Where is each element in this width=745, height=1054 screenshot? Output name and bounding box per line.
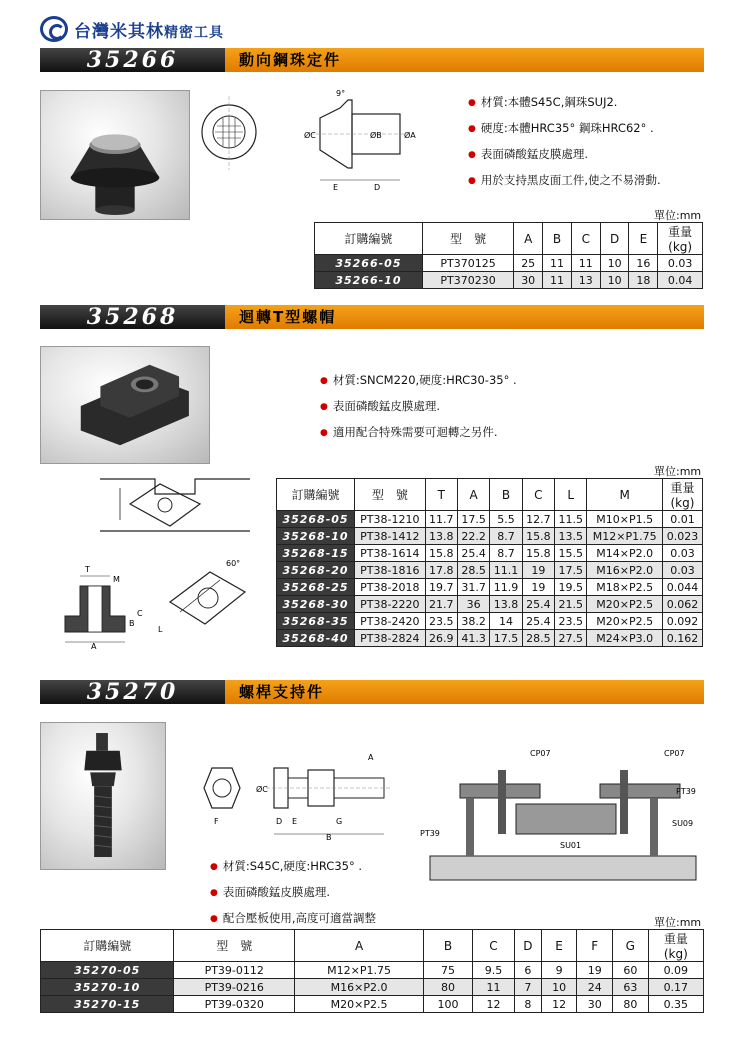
brand-header bbox=[40, 14, 224, 44]
spec-item: ● 材質:SNCM220,硬度:HRC30-35° . bbox=[320, 372, 517, 388]
dim-a-label: ØA bbox=[404, 131, 416, 140]
table-cell: 30 bbox=[514, 272, 543, 289]
table-row bbox=[277, 562, 703, 579]
table-row bbox=[315, 255, 703, 272]
table-cell: 15.8 bbox=[522, 545, 554, 562]
table-cell: 11.1 bbox=[490, 562, 522, 579]
label-cp07-right: CP07 bbox=[664, 749, 685, 758]
table-cell: 80 bbox=[613, 996, 649, 1013]
column-header: 重量 (kg) bbox=[662, 479, 702, 511]
screw-jack-photo-icon bbox=[41, 723, 165, 869]
spec-item: ● 硬度:本體HRC35° 鋼珠HRC62° . bbox=[468, 120, 661, 136]
order-number-cell: 35268-25 bbox=[277, 579, 355, 596]
table-header-row bbox=[41, 930, 704, 962]
dim-b-label: B bbox=[326, 833, 332, 840]
dim-e-label: E bbox=[333, 183, 339, 192]
dim-a-label: A bbox=[368, 753, 374, 762]
spec-list-35266 bbox=[468, 94, 661, 198]
table-cell: 15.8 bbox=[425, 545, 457, 562]
dim-g-label: G bbox=[336, 817, 343, 826]
table-cell: M20×P2.5 bbox=[587, 613, 663, 630]
table-cell: 12 bbox=[472, 996, 514, 1013]
column-header: T bbox=[425, 479, 457, 511]
dim-c-label: C bbox=[137, 609, 143, 618]
brand-suffix: 精密工具 bbox=[164, 24, 224, 41]
table-body bbox=[315, 255, 703, 289]
order-number-cell: 35268-10 bbox=[277, 528, 355, 545]
table-cell: 10 bbox=[600, 255, 629, 272]
dim-d-label: D bbox=[276, 817, 283, 826]
table-row bbox=[277, 511, 703, 528]
table-cell: 80 bbox=[424, 979, 473, 996]
dim-l-label: L bbox=[158, 625, 163, 634]
table-cell: 38.2 bbox=[457, 613, 489, 630]
order-number-cell: 35268-05 bbox=[277, 511, 355, 528]
table-cell: 36 bbox=[457, 596, 489, 613]
table-cell: 11 bbox=[543, 255, 572, 272]
dim-b-label: B bbox=[129, 619, 135, 628]
table-cell: 17.5 bbox=[555, 562, 587, 579]
table-cell: PT370125 bbox=[422, 255, 513, 272]
table-cell: 23.5 bbox=[425, 613, 457, 630]
dim-b-label: ØB bbox=[370, 131, 382, 140]
slot-view-35268 bbox=[95, 474, 255, 536]
table-cell: PT370230 bbox=[422, 272, 513, 289]
order-number-cell: 35270-05 bbox=[41, 962, 174, 979]
column-header: A bbox=[457, 479, 489, 511]
angle-label: 9° bbox=[336, 89, 346, 98]
table-cell: 25.4 bbox=[522, 596, 554, 613]
table-cell: 17.5 bbox=[490, 630, 522, 647]
table-cell: 11.5 bbox=[555, 511, 587, 528]
spec-item: ● 用於支持黑皮面工件,使之不易滑動. bbox=[468, 172, 661, 188]
spec-table-35270 bbox=[40, 929, 704, 1013]
table-cell: 14 bbox=[490, 613, 522, 630]
column-header: 型 號 bbox=[422, 223, 513, 255]
table-cell: 10 bbox=[600, 272, 629, 289]
column-header: G bbox=[613, 930, 649, 962]
table-cell: 21.7 bbox=[425, 596, 457, 613]
label-cp07-left: CP07 bbox=[530, 749, 551, 758]
column-header: C bbox=[571, 223, 600, 255]
table-cell: 8 bbox=[515, 996, 542, 1013]
column-header: D bbox=[515, 930, 542, 962]
section-code: 35270 bbox=[40, 680, 225, 704]
column-header: C bbox=[472, 930, 514, 962]
table-cell: 0.03 bbox=[662, 562, 702, 579]
table-cell: 17.8 bbox=[425, 562, 457, 579]
column-header: C bbox=[522, 479, 554, 511]
table-cell: PT38-2018 bbox=[355, 579, 426, 596]
section-bar-35268 bbox=[40, 305, 704, 329]
column-header: B bbox=[424, 930, 473, 962]
table-cell: M16×P2.0 bbox=[587, 562, 663, 579]
assembly-drawing-35270 bbox=[420, 744, 706, 884]
table-row bbox=[277, 596, 703, 613]
table-cell: 9 bbox=[541, 962, 577, 979]
table-row bbox=[41, 962, 704, 979]
table-cell: 26.9 bbox=[425, 630, 457, 647]
spec-table-35268 bbox=[276, 478, 703, 647]
table-cell: PT39-0216 bbox=[174, 979, 295, 996]
table-cell: M24×P3.0 bbox=[587, 630, 663, 647]
table-cell: 0.09 bbox=[648, 962, 703, 979]
order-number-cell: 35268-20 bbox=[277, 562, 355, 579]
table-cell: 60 bbox=[613, 962, 649, 979]
label-pt39-left: PT39 bbox=[420, 829, 440, 838]
table-cell: 24 bbox=[577, 979, 613, 996]
table-cell: 0.062 bbox=[662, 596, 702, 613]
column-header: 重量 (kg) bbox=[658, 223, 703, 255]
table-cell: 0.04 bbox=[658, 272, 703, 289]
table-cell: 63 bbox=[613, 979, 649, 996]
t-nut-photo-icon bbox=[41, 347, 209, 463]
table-cell: 100 bbox=[424, 996, 473, 1013]
table-row bbox=[41, 979, 704, 996]
table-cell: 0.03 bbox=[658, 255, 703, 272]
table-cell: 6 bbox=[515, 962, 542, 979]
table-cell: 27.5 bbox=[555, 630, 587, 647]
dim-t-label: T bbox=[85, 565, 90, 574]
section-title: 迴轉T型螺帽 bbox=[225, 305, 704, 329]
brand-logo-icon bbox=[40, 16, 68, 42]
table-cell: 13.8 bbox=[425, 528, 457, 545]
table-cell: M14×P2.0 bbox=[587, 545, 663, 562]
table-cell: 0.35 bbox=[648, 996, 703, 1013]
table-cell: 16 bbox=[629, 255, 658, 272]
table-cell: 13.8 bbox=[490, 596, 522, 613]
table-cell: 12 bbox=[541, 996, 577, 1013]
product-photo-35268 bbox=[40, 346, 210, 464]
unit-label: 單位:mm bbox=[654, 209, 702, 222]
table-cell: 25.4 bbox=[522, 613, 554, 630]
table-cell: 28.5 bbox=[457, 562, 489, 579]
order-number-cell: 35266-05 bbox=[315, 255, 423, 272]
table-cell: 13 bbox=[571, 272, 600, 289]
dim-c-label: ØC bbox=[256, 785, 268, 794]
unit-label: 單位:mm bbox=[654, 465, 702, 478]
dim-d-label: D bbox=[374, 183, 381, 192]
table-cell: PT39-0320 bbox=[174, 996, 295, 1013]
table-cell: 0.023 bbox=[662, 528, 702, 545]
table-cell: 19 bbox=[577, 962, 613, 979]
table-cell: 11 bbox=[472, 979, 514, 996]
spec-item: ● 表面磷酸錳皮膜處理. bbox=[210, 884, 376, 900]
table-cell: 8.7 bbox=[490, 528, 522, 545]
ball-pad-photo-icon bbox=[41, 91, 189, 219]
table-cell: 19.5 bbox=[555, 579, 587, 596]
table-cell: M20×P2.5 bbox=[587, 596, 663, 613]
dim-f-label: F bbox=[214, 817, 219, 826]
section-title: 螺桿支持件 bbox=[225, 680, 704, 704]
unit-label: 單位:mm bbox=[654, 916, 702, 929]
label-su09: SU09 bbox=[672, 819, 694, 828]
dim-m-label: M bbox=[113, 575, 120, 584]
spec-item: ● 材質:S45C,硬度:HRC35° . bbox=[210, 858, 376, 874]
table-cell: 25.4 bbox=[457, 545, 489, 562]
section-code: 35268 bbox=[40, 305, 225, 329]
table-cell: 5.5 bbox=[490, 511, 522, 528]
table-cell: 13.5 bbox=[555, 528, 587, 545]
table-cell: 15.5 bbox=[555, 545, 587, 562]
column-header: 訂購編號 bbox=[315, 223, 423, 255]
table-cell: M20×P2.5 bbox=[295, 996, 424, 1013]
table-cell: 19 bbox=[522, 579, 554, 596]
table-cell: 10 bbox=[541, 979, 577, 996]
spec-item: ● 材質:本體S45C,鋼珠SUJ2. bbox=[468, 94, 661, 110]
section-code: 35266 bbox=[40, 48, 225, 72]
product-photo-35266 bbox=[40, 90, 190, 220]
table-cell: 8.7 bbox=[490, 545, 522, 562]
section-bar-35266 bbox=[40, 48, 704, 72]
table-cell: 17.5 bbox=[457, 511, 489, 528]
table-cell: M12×P1.75 bbox=[295, 962, 424, 979]
table-cell: 19.7 bbox=[425, 579, 457, 596]
table-row bbox=[277, 630, 703, 647]
column-header: E bbox=[541, 930, 577, 962]
top-view-35268 bbox=[150, 552, 260, 650]
table-row bbox=[277, 545, 703, 562]
table-cell: 11.7 bbox=[425, 511, 457, 528]
table-cell: PT38-1816 bbox=[355, 562, 426, 579]
dim-e-label: E bbox=[292, 817, 298, 826]
product-photo-35270 bbox=[40, 722, 166, 870]
angle-label: 60° bbox=[226, 559, 241, 568]
table-cell: PT38-1210 bbox=[355, 511, 426, 528]
table-cell: 0.03 bbox=[662, 545, 702, 562]
brand-name: 台灣米其林 bbox=[74, 21, 164, 42]
column-header: A bbox=[514, 223, 543, 255]
column-header: 重量 (kg) bbox=[648, 930, 703, 962]
table-row bbox=[277, 528, 703, 545]
table-cell: 11.9 bbox=[490, 579, 522, 596]
order-number-cell: 35268-30 bbox=[277, 596, 355, 613]
table-cell: 12.7 bbox=[522, 511, 554, 528]
section-title: 動向鋼珠定件 bbox=[225, 48, 704, 72]
spec-item: ● 配合壓板使用,高度可適當調整 bbox=[210, 910, 376, 926]
table-cell: 23.5 bbox=[555, 613, 587, 630]
table-row bbox=[41, 996, 704, 1013]
column-header: 型 號 bbox=[174, 930, 295, 962]
table-cell: 0.092 bbox=[662, 613, 702, 630]
order-number-cell: 35268-40 bbox=[277, 630, 355, 647]
table-cell: 0.01 bbox=[662, 511, 702, 528]
table-cell: M16×P2.0 bbox=[295, 979, 424, 996]
table-row bbox=[315, 272, 703, 289]
dim-c-label: ØC bbox=[304, 131, 316, 140]
table-cell: 0.17 bbox=[648, 979, 703, 996]
column-header: B bbox=[490, 479, 522, 511]
table-row bbox=[277, 579, 703, 596]
screw-drawing-35270 bbox=[196, 748, 396, 840]
column-header: M bbox=[587, 479, 663, 511]
dim-a-label: A bbox=[91, 642, 97, 650]
table-cell: M10×P1.5 bbox=[587, 511, 663, 528]
table-cell: 11 bbox=[543, 272, 572, 289]
column-header: B bbox=[543, 223, 572, 255]
column-header: 訂購編號 bbox=[41, 930, 174, 962]
table-cell: PT38-1614 bbox=[355, 545, 426, 562]
section-bar-35270 bbox=[40, 680, 704, 704]
side-view-35266 bbox=[300, 88, 450, 196]
table-cell: 0.162 bbox=[662, 630, 702, 647]
table-row bbox=[277, 613, 703, 630]
table-cell: 30 bbox=[577, 996, 613, 1013]
table-header-row bbox=[277, 479, 703, 511]
table-cell: 31.7 bbox=[457, 579, 489, 596]
table-cell: PT38-2420 bbox=[355, 613, 426, 630]
table-cell: 19 bbox=[522, 562, 554, 579]
column-header: D bbox=[600, 223, 629, 255]
table-cell: PT38-2824 bbox=[355, 630, 426, 647]
column-header: F bbox=[577, 930, 613, 962]
table-cell: 18 bbox=[629, 272, 658, 289]
table-header-row bbox=[315, 223, 703, 255]
table-cell: 0.044 bbox=[662, 579, 702, 596]
table-cell: M18×P2.5 bbox=[587, 579, 663, 596]
spec-item: ● 表面磷酸錳皮膜處理. bbox=[468, 146, 661, 162]
spec-table-35266 bbox=[314, 222, 703, 289]
spec-list-35268 bbox=[320, 372, 517, 450]
table-body bbox=[41, 962, 704, 1013]
table-cell: 21.5 bbox=[555, 596, 587, 613]
table-cell: 25 bbox=[514, 255, 543, 272]
table-cell: 11 bbox=[571, 255, 600, 272]
order-number-cell: 35268-35 bbox=[277, 613, 355, 630]
label-pt39-right: PT39 bbox=[676, 787, 696, 796]
spec-item: ● 適用配合特殊需要可迴轉之另件. bbox=[320, 424, 517, 440]
column-header: 型 號 bbox=[355, 479, 426, 511]
table-cell: 22.2 bbox=[457, 528, 489, 545]
table-cell: PT38-2220 bbox=[355, 596, 426, 613]
table-cell: 7 bbox=[515, 979, 542, 996]
label-su01: SU01 bbox=[560, 841, 582, 850]
order-number-cell: 35270-15 bbox=[41, 996, 174, 1013]
table-body bbox=[277, 511, 703, 647]
order-number-cell: 35268-15 bbox=[277, 545, 355, 562]
front-view-35266 bbox=[198, 92, 260, 174]
column-header: L bbox=[555, 479, 587, 511]
table-cell: PT38-1412 bbox=[355, 528, 426, 545]
table-cell: M12×P1.75 bbox=[587, 528, 663, 545]
spec-list-35270 bbox=[210, 858, 376, 936]
table-cell: 75 bbox=[424, 962, 473, 979]
table-cell: 41.3 bbox=[457, 630, 489, 647]
table-cell: PT39-0112 bbox=[174, 962, 295, 979]
order-number-cell: 35266-10 bbox=[315, 272, 423, 289]
section-view-35268 bbox=[55, 556, 145, 650]
column-header: 訂購編號 bbox=[277, 479, 355, 511]
table-cell: 28.5 bbox=[522, 630, 554, 647]
spec-item: ● 表面磷酸錳皮膜處理. bbox=[320, 398, 517, 414]
column-header: E bbox=[629, 223, 658, 255]
column-header: A bbox=[295, 930, 424, 962]
table-cell: 15.8 bbox=[522, 528, 554, 545]
order-number-cell: 35270-10 bbox=[41, 979, 174, 996]
table-cell: 9.5 bbox=[472, 962, 514, 979]
